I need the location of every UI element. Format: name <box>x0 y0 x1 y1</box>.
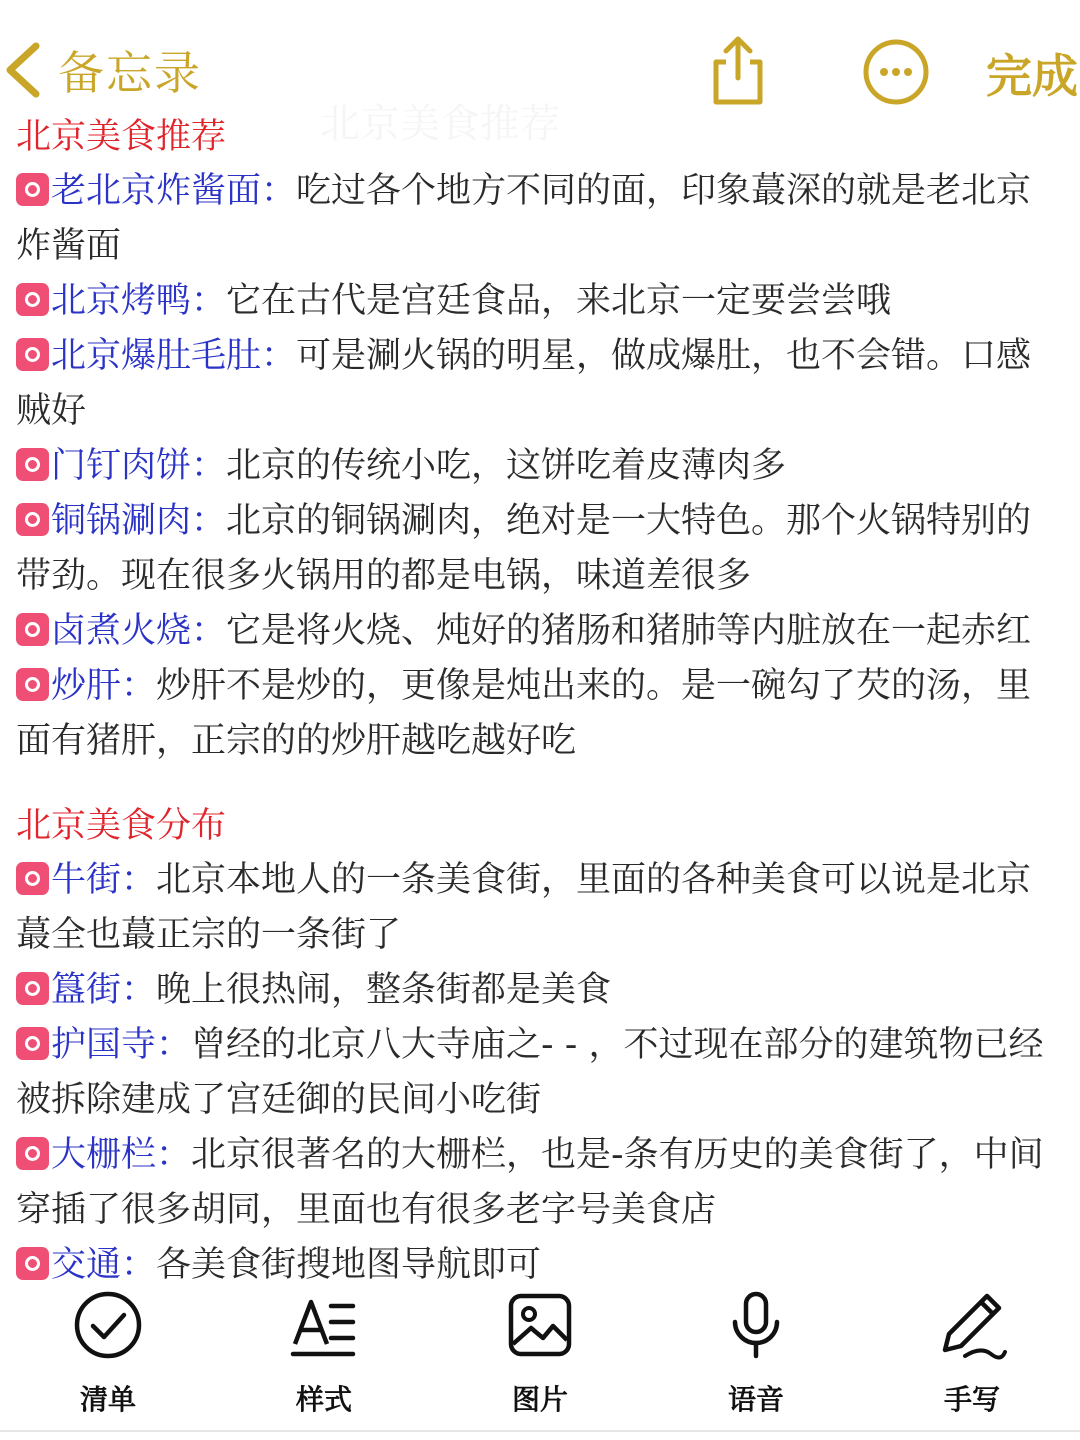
voice-label: 语音 <box>727 1383 784 1416</box>
item-name: 北京爆肚毛肚： <box>51 336 297 376</box>
navigation-bar <box>0 0 1080 115</box>
item-text: 北京本地人的一条美食街，里面的各种美食可以说是北京蕞全也蕞正宗的一条街了 <box>16 860 1032 955</box>
image-label: 图片 <box>511 1383 568 1416</box>
list-item <box>16 164 1066 274</box>
item-name: 卤煮火烧： <box>51 611 227 651</box>
section-title: 北京美食推荐 <box>16 117 227 157</box>
item-name: 门钉肉饼： <box>51 446 227 486</box>
bullet-icon <box>16 668 49 701</box>
bullet-icon <box>16 1027 49 1060</box>
item-text: 吃过各个地方不同的面，印象蕞深的就是老北京炸酱面 <box>16 171 1032 266</box>
handwrite-label: 手写 <box>943 1383 1000 1416</box>
item-name: 老北京炸酱面： <box>51 171 297 211</box>
item-name: 牛街： <box>51 860 157 900</box>
text-format-icon <box>287 1288 361 1362</box>
microphone-icon <box>719 1288 793 1362</box>
bullet-icon <box>16 862 49 895</box>
bullet-icon <box>16 338 49 371</box>
done-button[interactable]: 完成 <box>986 49 1078 103</box>
list-item <box>16 659 1066 769</box>
list-item <box>16 439 1066 494</box>
item-text: 它在古代是宫廷食品，来北京一定要尝尝哦 <box>226 281 892 321</box>
item-text: 它是将火烧、炖好的猪肠和猪肺等内脏放在一起赤红 <box>226 611 1032 651</box>
item-name: 簋街： <box>51 970 157 1010</box>
paragraph-gap <box>16 769 1066 799</box>
checkmark-circle-icon <box>71 1288 145 1362</box>
bullet-icon <box>16 173 49 206</box>
bullet-icon <box>16 972 49 1005</box>
item-text: 北京很著名的大栅栏，也是-条有历史的美食街了，中间穿插了很多胡同，里面也有很多老字号美食店 <box>16 1135 1044 1230</box>
list-item <box>16 329 1066 439</box>
bullet-icon <box>16 613 49 646</box>
list-item <box>16 963 1066 1018</box>
bullet-icon <box>16 1137 49 1170</box>
item-text: 可是涮火锅的明星，做成爆肚，也不会错。口感贼好 <box>16 336 1032 431</box>
photo-icon <box>503 1288 577 1362</box>
item-text: 北京的铜锅涮肉，绝对是一大特色。那个火锅特别的带劲。现在很多火锅用的都是电锅，味道差很多 <box>16 501 1032 596</box>
bullet-icon <box>16 448 49 481</box>
pen-icon <box>935 1288 1009 1362</box>
format-label: 样式 <box>295 1383 352 1416</box>
back-button[interactable] <box>0 30 202 110</box>
item-name: 炒肝： <box>51 666 157 706</box>
checklist-button[interactable] <box>38 1280 178 1420</box>
list-item <box>16 1128 1066 1238</box>
list-item <box>16 853 1066 963</box>
list-item <box>16 494 1066 604</box>
bottom-toolbar <box>0 1280 1080 1440</box>
handwrite-button[interactable] <box>902 1280 1042 1420</box>
item-text: 北京的传统小吃，这饼吃着皮薄肉多 <box>226 446 787 486</box>
item-name: 交通： <box>51 1245 157 1285</box>
section-title: 北京美食分布 <box>16 806 227 846</box>
item-name: 北京烤鸭： <box>51 281 227 321</box>
bullet-icon <box>16 503 49 536</box>
item-name: 铜锅涮肉： <box>51 501 227 541</box>
item-name: 护国寺： <box>51 1025 192 1065</box>
bottom-divider <box>0 1430 1080 1432</box>
list-item <box>16 604 1066 659</box>
image-button[interactable] <box>470 1280 610 1420</box>
item-text: 炒肝不是炒的，更像是炖出来的。是一碗勾了芡的汤，里面有猪肝，正宗的的炒肝越吃越好吃 <box>16 666 1032 761</box>
list-item <box>16 274 1066 329</box>
note-body[interactable] <box>16 110 1066 1293</box>
more-options-icon[interactable] <box>862 38 930 106</box>
bullet-icon <box>16 283 49 316</box>
item-text: 晚上很热闹，整条街都是美食 <box>156 970 612 1010</box>
chevron-left-icon <box>0 40 46 100</box>
item-text: 曾经的北京八大寺庙之- - ，不过现在部分的建筑物已经被拆除建成了宫廷御的民间小吃街 <box>16 1025 1044 1120</box>
list-item <box>16 1018 1066 1128</box>
item-text: 各美食街搜地图导航即可 <box>156 1245 542 1285</box>
format-button[interactable] <box>254 1280 394 1420</box>
back-label: 备忘录 <box>58 46 202 100</box>
bullet-icon <box>16 1247 49 1280</box>
item-name: 大栅栏： <box>51 1135 192 1175</box>
voice-button[interactable] <box>686 1280 826 1420</box>
checklist-label: 清单 <box>79 1383 136 1416</box>
share-icon[interactable] <box>706 34 770 108</box>
